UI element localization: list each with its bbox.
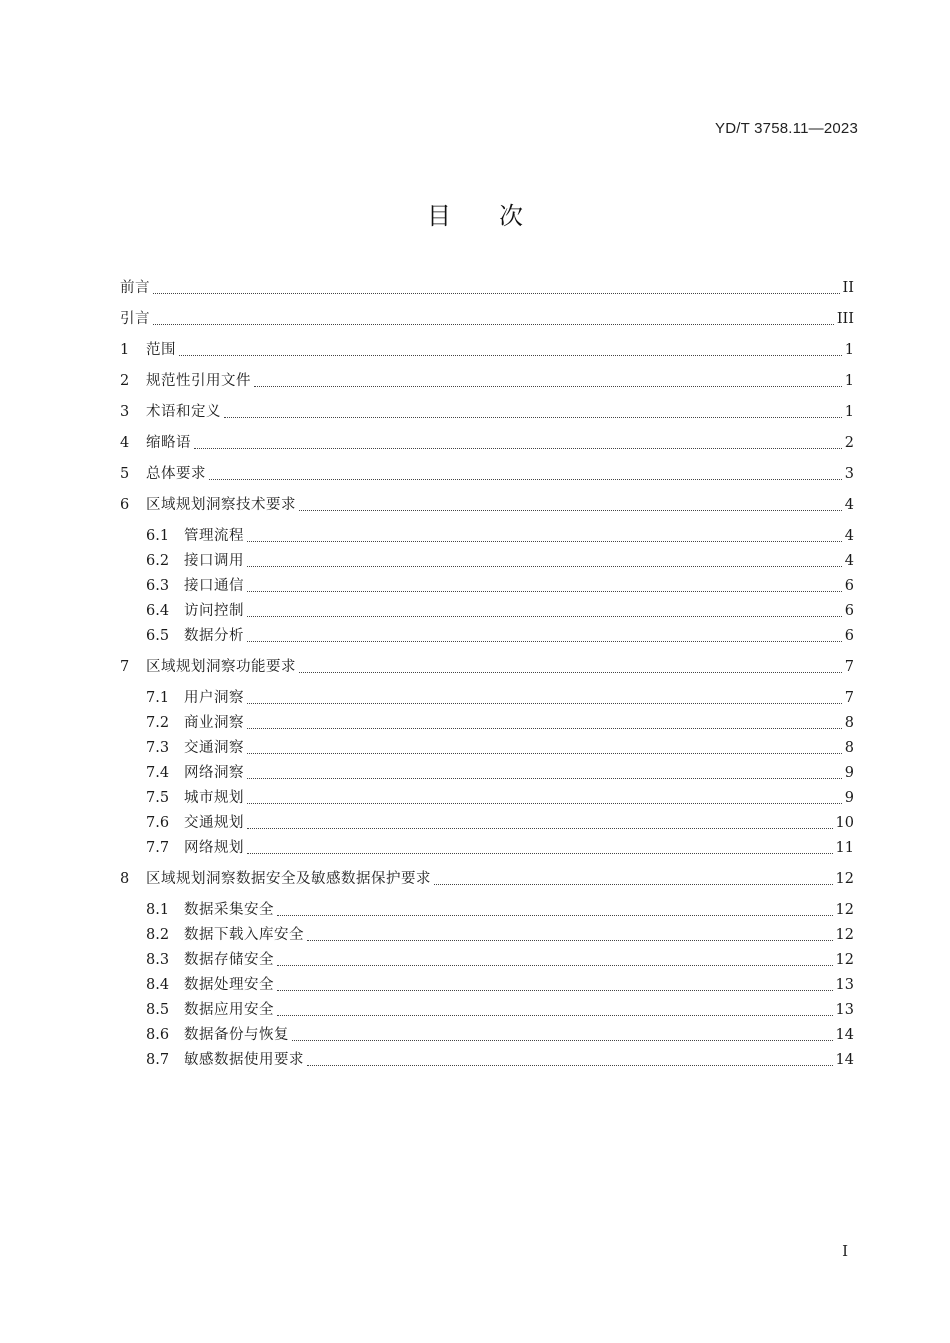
toc-entry-number: 6.3: [146, 578, 170, 594]
toc-leader-dots: [224, 416, 842, 418]
toc-entry-page: 12: [835, 902, 854, 918]
toc-entry[interactable]: [146, 624, 854, 648]
toc-entry-label: 数据分析: [184, 628, 244, 644]
toc-entry-number: 7.2: [146, 715, 170, 731]
toc-entry[interactable]: [120, 655, 854, 679]
toc-leader-dots: [247, 852, 833, 854]
toc-entry-page: 6: [844, 628, 854, 644]
toc-leader-dots: [247, 640, 842, 642]
toc-leader-dots: [277, 1014, 833, 1016]
toc-leader-dots: [254, 385, 842, 387]
toc-entry-page: 12: [835, 952, 854, 968]
toc-entry[interactable]: [146, 761, 854, 785]
toc-entry[interactable]: [146, 786, 854, 810]
toc-entry-page: III: [836, 311, 854, 327]
toc-entry-label: 接口调用: [184, 553, 244, 569]
toc-entry[interactable]: [146, 1048, 854, 1072]
toc-entry-label: 访问控制: [184, 603, 244, 619]
toc-entry-label: 区域规划洞察数据安全及敏感数据保护要求: [146, 871, 431, 887]
toc-leader-dots: [299, 671, 842, 673]
toc-entry-page: 13: [835, 1002, 854, 1018]
toc-entry-number: 7.6: [146, 815, 170, 831]
toc-leader-dots: [277, 989, 833, 991]
toc-entry-label: 交通规划: [184, 815, 244, 831]
toc-entry[interactable]: [146, 998, 854, 1022]
toc-entry-page: 1: [844, 373, 854, 389]
document-code: YD/T 3758.11—2023: [715, 120, 858, 137]
toc-entry-page: 12: [835, 871, 854, 887]
toc-entry[interactable]: [146, 711, 854, 735]
toc-entry-label: 总体要求: [146, 466, 206, 482]
toc-entry-number: 8.7: [146, 1052, 170, 1068]
toc-leader-dots: [307, 939, 833, 941]
toc-leader-dots: [292, 1039, 833, 1041]
toc-entry[interactable]: [120, 867, 854, 891]
toc-entry-number: 3: [120, 404, 130, 420]
toc-entry-page: 10: [835, 815, 854, 831]
toc-entry-page: 4: [844, 528, 854, 544]
toc-entry[interactable]: [120, 431, 854, 455]
toc-entry-number: 7.7: [146, 840, 170, 856]
toc-entry-page: 3: [844, 466, 854, 482]
toc-entry-number: 7: [120, 659, 130, 675]
toc-entry-number: 4: [120, 435, 130, 451]
toc-entry[interactable]: [146, 923, 854, 947]
toc-entry[interactable]: [120, 369, 854, 393]
toc-entry-number: 8.3: [146, 952, 170, 968]
toc-entry-number: 8.5: [146, 1002, 170, 1018]
toc-leader-dots: [179, 354, 842, 356]
toc-entry-label: 数据采集安全: [184, 902, 274, 918]
toc-entry-number: 8.4: [146, 977, 170, 993]
toc-leader-dots: [247, 777, 842, 779]
toc-entry-label: 敏感数据使用要求: [184, 1052, 304, 1068]
toc-entry[interactable]: [120, 462, 854, 486]
toc-entry-label: 网络洞察: [184, 765, 244, 781]
toc-entry-label: 数据处理安全: [184, 977, 274, 993]
toc-leader-dots: [194, 447, 842, 449]
toc-entry[interactable]: [146, 973, 854, 997]
toc-entry-label: 数据下载入库安全: [184, 927, 304, 943]
toc-entry-label: 管理流程: [184, 528, 244, 544]
toc-entry-label: 网络规划: [184, 840, 244, 856]
toc-entry-page: 6: [844, 578, 854, 594]
toc-entry[interactable]: [146, 811, 854, 835]
toc-entry-page: 9: [844, 790, 854, 806]
toc-leader-dots: [247, 752, 842, 754]
toc-entry-number: 8.1: [146, 902, 170, 918]
toc-leader-dots: [153, 292, 840, 294]
toc-entry-page: 11: [835, 840, 854, 856]
toc-entry-page: 8: [844, 715, 854, 731]
toc-leader-dots: [277, 964, 833, 966]
toc-entry-label: 区域规划洞察技术要求: [146, 497, 296, 513]
page-number: I: [842, 1242, 848, 1260]
toc-leader-dots: [247, 727, 842, 729]
toc-entry-label: 接口通信: [184, 578, 244, 594]
toc-entry-page: 1: [844, 342, 854, 358]
toc-entry-label: 引言: [120, 311, 150, 327]
toc-entry-page: 14: [835, 1027, 854, 1043]
toc-leader-dots: [247, 702, 842, 704]
toc-entry-number: 2: [120, 373, 130, 389]
toc-entry-label: 商业洞察: [184, 715, 244, 731]
toc-entry-label: 缩略语: [146, 435, 191, 451]
toc-entry-number: 6.1: [146, 528, 170, 544]
toc-entry-page: 12: [835, 927, 854, 943]
toc-entry-label: 区域规划洞察功能要求: [146, 659, 296, 675]
toc-entry[interactable]: [120, 493, 854, 517]
toc-entry-number: 6.2: [146, 553, 170, 569]
toc-entry[interactable]: [146, 599, 854, 623]
toc-entry-number: 6.4: [146, 603, 170, 619]
toc-leader-dots: [277, 914, 833, 916]
toc-entry-page: II: [842, 280, 854, 296]
toc-entry-number: 7.4: [146, 765, 170, 781]
toc-entry-page: 8: [844, 740, 854, 756]
toc-entry-number: 5: [120, 466, 130, 482]
toc-entry-page: 4: [844, 553, 854, 569]
toc-entry[interactable]: [146, 898, 854, 922]
toc-entry-page: 13: [835, 977, 854, 993]
toc-entry-number: 6: [120, 497, 130, 513]
toc-entry[interactable]: [146, 836, 854, 860]
toc-entry[interactable]: [146, 948, 854, 972]
toc-entry-page: 6: [844, 603, 854, 619]
toc-entry-page: 14: [835, 1052, 854, 1068]
toc-entry-label: 规范性引用文件: [146, 373, 251, 389]
toc-entry-label: 数据存储安全: [184, 952, 274, 968]
toc-leader-dots: [247, 802, 842, 804]
toc-entry-label: 范围: [146, 342, 176, 358]
toc-entry-page: 1: [844, 404, 854, 420]
toc-entry-page: 2: [844, 435, 854, 451]
toc-leader-dots: [307, 1064, 833, 1066]
toc-entry-label: 城市规划: [184, 790, 244, 806]
toc-entry-label: 前言: [120, 280, 150, 296]
toc-entry-number: 7.3: [146, 740, 170, 756]
toc-entry[interactable]: [146, 574, 854, 598]
toc-entry-number: 1: [120, 342, 130, 358]
toc-entry-number: 7.1: [146, 690, 170, 706]
toc-entry[interactable]: [146, 686, 854, 710]
toc-entry-page: 9: [844, 765, 854, 781]
toc-leader-dots: [434, 883, 833, 885]
toc-entry-label: 术语和定义: [146, 404, 221, 420]
toc-entry[interactable]: [120, 338, 854, 362]
toc-entry-page: 7: [844, 659, 854, 675]
toc-entry-page: 7: [844, 690, 854, 706]
toc-entry-label: 用户洞察: [184, 690, 244, 706]
toc-leader-dots: [247, 615, 842, 617]
toc-entry[interactable]: [120, 400, 854, 424]
toc-entry[interactable]: [146, 736, 854, 760]
toc-entry-number: 8.6: [146, 1027, 170, 1043]
toc-entry[interactable]: [146, 549, 854, 573]
toc-entry[interactable]: [120, 307, 854, 331]
toc-leader-dots: [247, 565, 842, 567]
toc-entry-number: 8.2: [146, 927, 170, 943]
toc-entry-label: 交通洞察: [184, 740, 244, 756]
page-title: 目次: [427, 202, 571, 230]
toc-entry-label: 数据备份与恢复: [184, 1027, 289, 1043]
toc-leader-dots: [247, 827, 833, 829]
toc-entry-number: 7.5: [146, 790, 170, 806]
toc-leader-dots: [247, 590, 842, 592]
toc-entry-page: 4: [844, 497, 854, 513]
toc-entry-label: 数据应用安全: [184, 1002, 274, 1018]
toc-leader-dots: [153, 323, 834, 325]
toc-leader-dots: [209, 478, 842, 480]
toc-entry-number: 8: [120, 871, 130, 887]
toc-entry-number: 6.5: [146, 628, 170, 644]
toc-leader-dots: [299, 509, 842, 511]
toc-entry[interactable]: [146, 1023, 854, 1047]
toc-entry[interactable]: [120, 276, 854, 300]
toc-leader-dots: [247, 540, 842, 542]
toc-entry[interactable]: [146, 524, 854, 548]
